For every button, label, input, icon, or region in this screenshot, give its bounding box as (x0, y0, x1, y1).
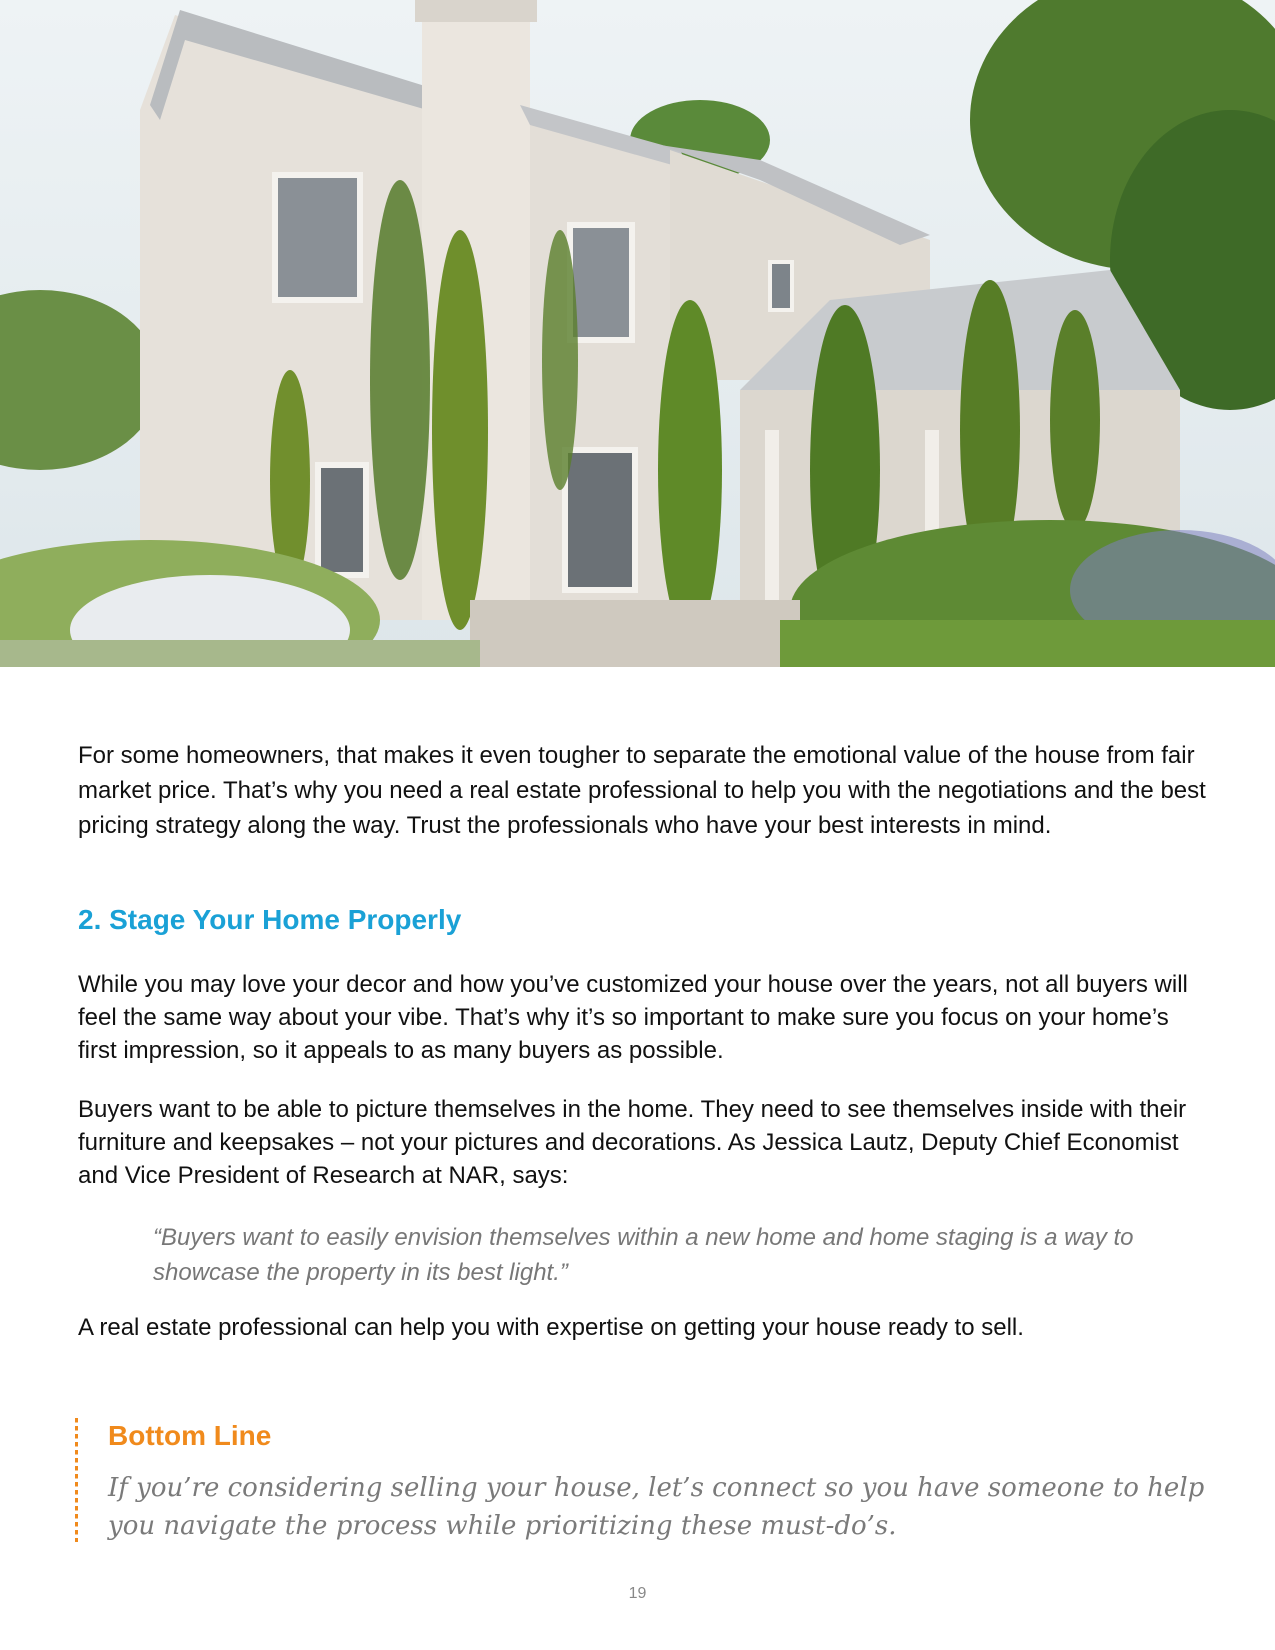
bottom-line-text: If you’re considering selling your house, let’s connect so you have someone to help you navigate the process while prioritizing these must-do’s. (108, 1473, 1205, 1541)
intro-paragraph: For some homeowners, that makes it even tougher to separate the emotional value of the house from fair market price. That’s why you need a real estate professional to help you with the negotiations and the best pricing strategy along the way. Trust the professionals who have your best interests in mind. (78, 742, 1206, 839)
section-heading: 2. Stage Your Home Properly (78, 904, 462, 935)
staging-paragraph-3: A real estate professional can help you with expertise on getting your house ready to sell. (78, 1314, 1024, 1341)
hero-house-photo (0, 0, 1275, 667)
pull-quote: “Buyers want to easily envision themselves within a new home and home staging is a way to showcase the property in its best light.” (153, 1224, 1134, 1286)
staging-paragraph-1: While you may love your decor and how you’ve customized your house over the years, not all buyers will feel the same way about your vibe. That’s why it’s so important to make sure you focus on your home’s first impression, so it appeals to as many buyers as possible. (78, 971, 1188, 1064)
bottom-line-accent-bar (75, 1418, 78, 1542)
house-illustration (0, 0, 1275, 667)
staging-paragraph-2: Buyers want to be able to picture themselves in the home. They need to see themselves inside with their furniture and keepsakes – not your pictures and decorations. As Jessica Lautz, Deputy Chief Economist and Vice President of Research at NAR, says: (78, 1096, 1187, 1189)
page-number: 19 (628, 1585, 647, 1602)
bottom-line-title: Bottom Line (108, 1420, 272, 1451)
